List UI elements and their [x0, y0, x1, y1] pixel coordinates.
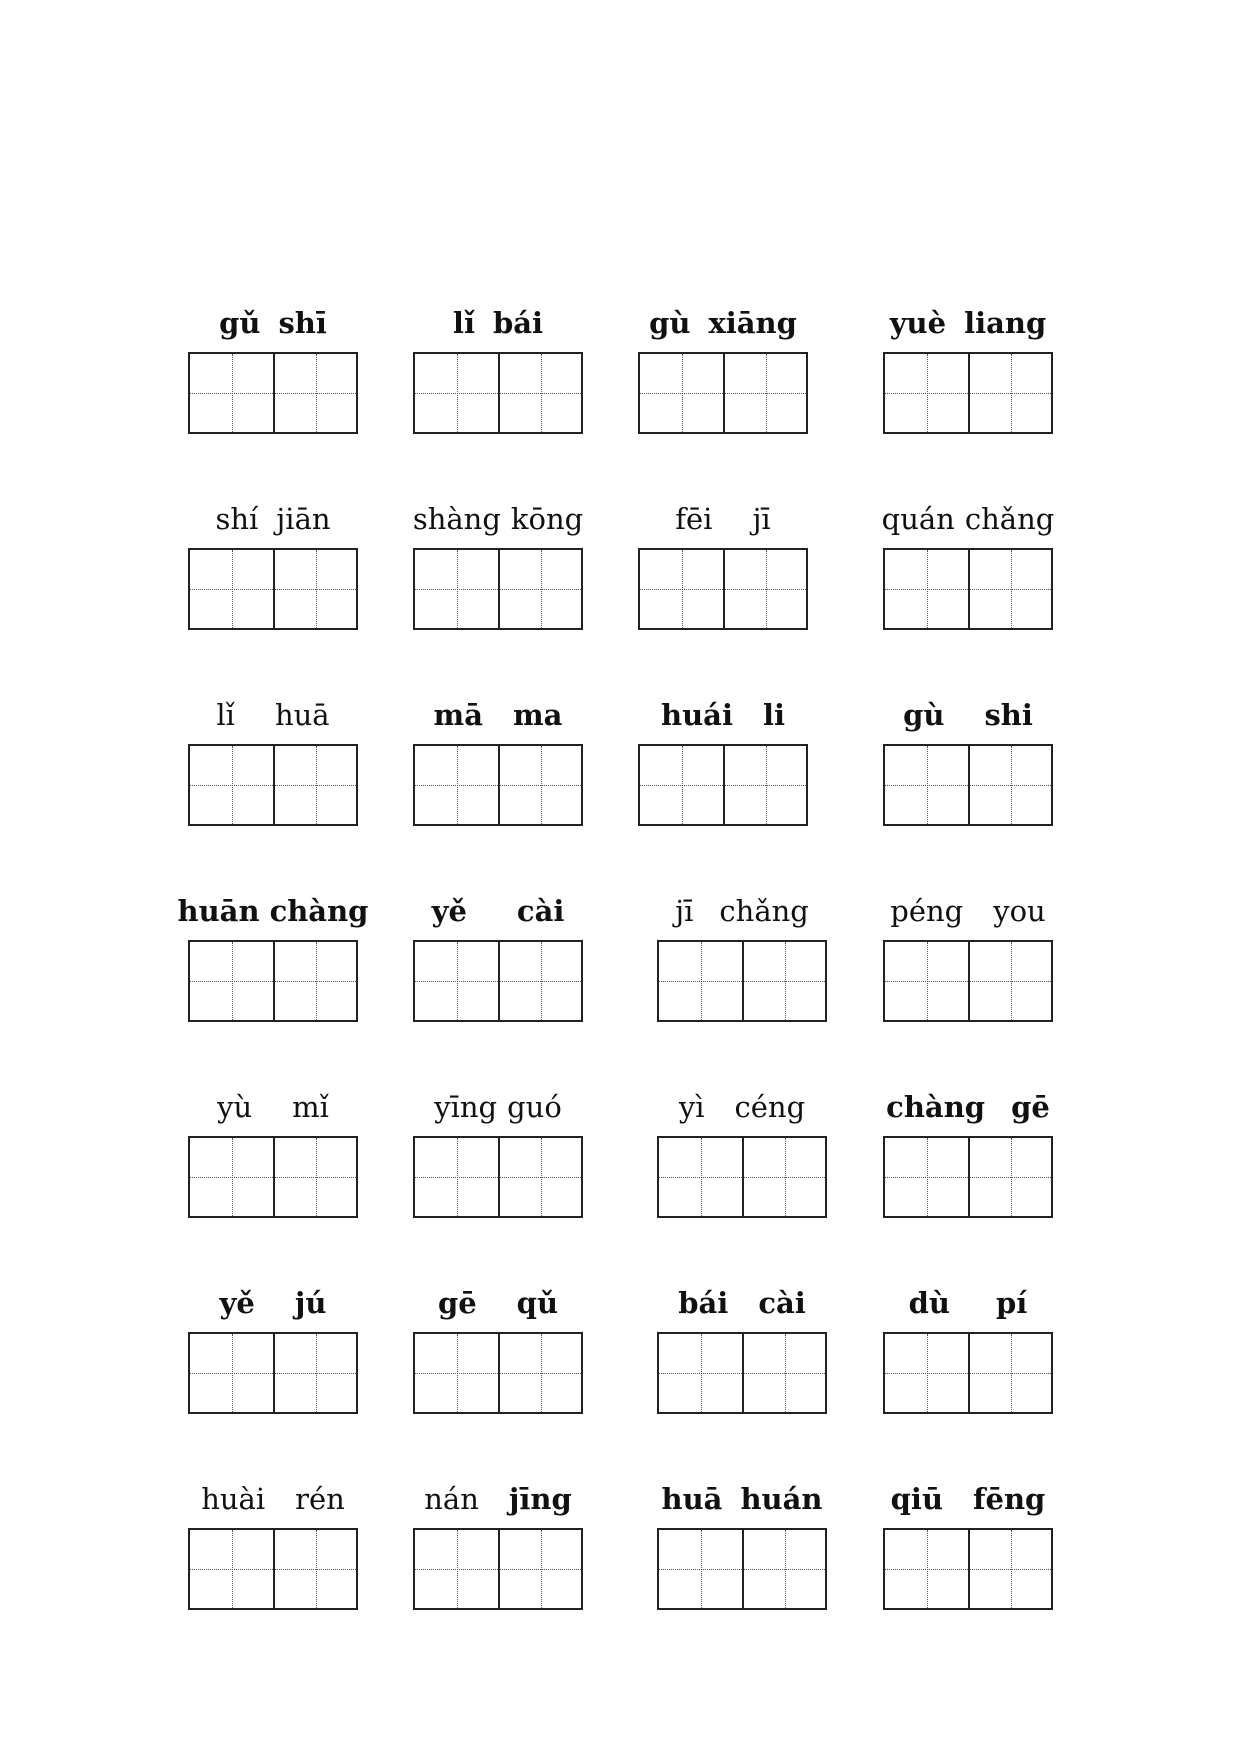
character-cell	[659, 942, 742, 1020]
worksheet-row	[0, 1076, 1241, 1266]
character-cell	[659, 1530, 742, 1608]
word-item	[883, 1076, 1053, 1256]
word-item	[413, 488, 583, 668]
character-cell	[498, 1334, 581, 1412]
pinyin-syllable: huān	[177, 894, 260, 928]
writing-grid	[657, 940, 827, 1022]
pinyin-label	[393, 880, 603, 926]
writing-grid	[188, 1136, 358, 1218]
character-cell	[415, 746, 498, 824]
character-cell	[968, 1334, 1051, 1412]
pinyin-syllable: shī	[278, 306, 327, 340]
character-cell	[273, 550, 356, 628]
character-cell	[273, 942, 356, 1020]
word-item	[883, 488, 1053, 668]
character-cell	[742, 1138, 825, 1216]
pinyin-label	[168, 1272, 378, 1318]
pinyin-syllable: huán	[740, 1482, 823, 1516]
pinyin-label	[863, 1076, 1073, 1122]
pinyin-label	[168, 880, 378, 926]
word-item	[177, 880, 369, 1060]
writing-grid	[638, 548, 808, 630]
pinyin-syllable: rén	[295, 1482, 345, 1516]
writing-grid	[413, 1528, 583, 1610]
worksheet-row	[0, 1468, 1241, 1658]
pinyin-syllable: jī	[752, 502, 771, 536]
character-cell	[723, 354, 806, 432]
pinyin-label	[393, 1076, 603, 1122]
word-item	[413, 1076, 583, 1256]
character-cell	[885, 1530, 968, 1608]
character-cell	[968, 354, 1051, 432]
pinyin-syllable: huài	[201, 1482, 266, 1516]
writing-grid	[638, 352, 808, 434]
character-cell	[968, 746, 1051, 824]
pinyin-syllable: liang	[964, 306, 1047, 340]
worksheet-row	[0, 1272, 1241, 1462]
pinyin-syllable: fēng	[973, 1482, 1046, 1516]
worksheet-row	[0, 488, 1241, 678]
pinyin-syllable: lǐ	[452, 306, 475, 340]
pinyin-syllable: yě	[219, 1286, 255, 1320]
word-item	[883, 1468, 1053, 1648]
pinyin-syllable: bái	[678, 1286, 729, 1320]
character-cell	[415, 550, 498, 628]
word-item	[883, 1272, 1053, 1452]
word-item	[413, 1272, 583, 1452]
writing-grid	[883, 352, 1053, 434]
pinyin-syllable: huā	[661, 1482, 723, 1516]
word-item	[188, 1272, 358, 1452]
character-cell	[885, 354, 968, 432]
writing-grid	[657, 1528, 827, 1610]
word-item	[657, 880, 827, 1060]
character-cell	[885, 1138, 968, 1216]
character-cell	[273, 1530, 356, 1608]
character-cell	[885, 1334, 968, 1412]
pinyin-syllable: shí	[215, 502, 259, 536]
character-cell	[190, 1138, 273, 1216]
pinyin-label	[863, 1468, 1073, 1514]
character-cell	[190, 1334, 273, 1412]
pinyin-syllable: céng	[734, 1090, 806, 1124]
character-cell	[742, 942, 825, 1020]
pinyin-syllable: fēi	[675, 502, 713, 536]
pinyin-syllable: yīng	[434, 1090, 498, 1124]
pinyin-label	[637, 1076, 847, 1122]
pinyin-syllable: chǎng	[719, 894, 809, 928]
pinyin-syllable: jī	[675, 894, 694, 928]
pinyin-syllable: gē	[437, 1286, 477, 1320]
word-item	[657, 1468, 827, 1648]
writing-grid	[883, 940, 1053, 1022]
pinyin-label	[393, 1272, 603, 1318]
word-item	[188, 684, 358, 864]
word-item	[413, 1468, 583, 1648]
writing-grid	[413, 352, 583, 434]
character-cell	[968, 550, 1051, 628]
pinyin-label	[168, 684, 378, 730]
pinyin-syllable: quán	[881, 502, 955, 536]
writing-grid	[883, 1528, 1053, 1610]
pinyin-label	[168, 488, 378, 534]
character-cell	[742, 1334, 825, 1412]
character-cell	[273, 354, 356, 432]
worksheet-row	[0, 880, 1241, 1070]
pinyin-syllable: bái	[492, 306, 544, 340]
pinyin-label	[393, 292, 603, 338]
writing-grid	[883, 744, 1053, 826]
pinyin-syllable: huái	[660, 698, 733, 732]
character-cell	[498, 942, 581, 1020]
word-item	[413, 292, 583, 472]
pinyin-syllable: kōng	[510, 502, 584, 536]
worksheet-row	[0, 292, 1241, 482]
pinyin-label	[863, 880, 1073, 926]
pinyin-syllable: mǐ	[292, 1090, 329, 1124]
pinyin-syllable: gǔ	[219, 306, 261, 340]
writing-grid	[413, 1136, 583, 1218]
pinyin-syllable: qiū	[890, 1482, 944, 1516]
character-cell	[190, 746, 273, 824]
word-item	[883, 880, 1053, 1060]
pinyin-syllable: guó	[507, 1090, 562, 1124]
character-cell	[968, 1530, 1051, 1608]
pinyin-label	[863, 488, 1073, 534]
pinyin-syllable: lǐ	[216, 698, 235, 732]
pinyin-syllable: cài	[758, 1286, 806, 1320]
pinyin-label	[168, 292, 378, 338]
pinyin-label	[637, 1468, 847, 1514]
character-cell	[498, 550, 581, 628]
writing-grid	[657, 1332, 827, 1414]
word-item	[657, 1076, 827, 1256]
character-cell	[640, 746, 723, 824]
pinyin-syllable: mā	[433, 698, 483, 732]
writing-grid	[638, 744, 808, 826]
character-cell	[190, 942, 273, 1020]
character-cell	[659, 1334, 742, 1412]
character-cell	[885, 550, 968, 628]
character-cell	[659, 1138, 742, 1216]
pinyin-syllable: gù	[903, 698, 945, 732]
pinyin-syllable: jīng	[508, 1482, 572, 1516]
word-item	[188, 488, 358, 668]
writing-grid	[188, 548, 358, 630]
writing-grid	[657, 1136, 827, 1218]
pinyin-syllable: qǔ	[516, 1286, 559, 1320]
word-item	[188, 1468, 358, 1648]
writing-grid	[188, 1332, 358, 1414]
pinyin-syllable: huā	[274, 698, 330, 732]
pinyin-syllable: chàng	[886, 1090, 986, 1124]
character-cell	[190, 354, 273, 432]
character-cell	[498, 746, 581, 824]
pinyin-label	[618, 488, 828, 534]
character-cell	[640, 550, 723, 628]
pinyin-syllable: gē	[1011, 1090, 1050, 1124]
pinyin-label	[393, 1468, 603, 1514]
pinyin-syllable: nán	[424, 1482, 479, 1516]
writing-grid	[413, 548, 583, 630]
pinyin-syllable: yù	[217, 1090, 253, 1124]
character-cell	[498, 354, 581, 432]
pinyin-syllable: gù	[649, 306, 691, 340]
character-cell	[190, 1530, 273, 1608]
pinyin-syllable: péng	[890, 894, 964, 928]
writing-grid	[413, 1332, 583, 1414]
character-cell	[498, 1138, 581, 1216]
pinyin-syllable: xiāng	[708, 306, 797, 340]
pinyin-syllable: li	[762, 698, 786, 732]
character-cell	[742, 1530, 825, 1608]
worksheet-row	[0, 684, 1241, 874]
pinyin-syllable: chǎng	[964, 502, 1055, 536]
character-cell	[723, 550, 806, 628]
character-cell	[190, 550, 273, 628]
pinyin-syllable: yuè	[889, 306, 947, 340]
pinyin-label	[618, 684, 828, 730]
pinyin-syllable: shàng	[412, 502, 501, 536]
pinyin-syllable: shi	[984, 698, 1033, 732]
pinyin-label	[863, 292, 1073, 338]
word-item	[883, 684, 1053, 864]
character-cell	[415, 354, 498, 432]
character-cell	[723, 746, 806, 824]
pinyin-syllable: chàng	[269, 894, 369, 928]
word-item	[413, 684, 583, 864]
writing-grid	[883, 548, 1053, 630]
character-cell	[498, 1530, 581, 1608]
character-cell	[885, 746, 968, 824]
character-cell	[415, 1334, 498, 1412]
word-item	[638, 488, 808, 668]
pinyin-syllable: ma	[513, 698, 563, 732]
writing-grid	[188, 352, 358, 434]
pinyin-label	[863, 684, 1073, 730]
character-cell	[968, 942, 1051, 1020]
pinyin-syllable: dù	[908, 1286, 951, 1320]
writing-grid	[188, 940, 358, 1022]
character-cell	[273, 1334, 356, 1412]
pinyin-label	[168, 1076, 378, 1122]
pinyin-syllable: cài	[516, 894, 565, 928]
pinyin-label	[393, 488, 603, 534]
writing-grid	[413, 744, 583, 826]
writing-grid	[188, 1528, 358, 1610]
pinyin-syllable: jú	[294, 1286, 327, 1320]
pinyin-label	[637, 1272, 847, 1318]
pinyin-label	[393, 684, 603, 730]
character-cell	[415, 1530, 498, 1608]
pinyin-syllable: jiān	[276, 502, 331, 536]
pinyin-syllable: yě	[431, 894, 467, 928]
pinyin-label	[637, 880, 847, 926]
character-cell	[273, 1138, 356, 1216]
character-cell	[885, 942, 968, 1020]
word-item	[188, 1076, 358, 1256]
writing-grid	[883, 1332, 1053, 1414]
character-cell	[640, 354, 723, 432]
pinyin-label	[618, 292, 828, 338]
character-cell	[273, 746, 356, 824]
pinyin-label	[863, 1272, 1073, 1318]
writing-grid	[188, 744, 358, 826]
writing-grid	[413, 940, 583, 1022]
word-item	[188, 292, 358, 472]
pinyin-syllable: yì	[678, 1090, 705, 1124]
writing-grid	[883, 1136, 1053, 1218]
word-item	[413, 880, 583, 1060]
pinyin-syllable: you	[993, 894, 1046, 928]
word-item	[883, 292, 1053, 472]
character-cell	[415, 942, 498, 1020]
word-item	[657, 1272, 827, 1452]
word-item	[638, 684, 808, 864]
pinyin-label	[168, 1468, 378, 1514]
character-cell	[968, 1138, 1051, 1216]
pinyin-syllable: pí	[996, 1286, 1028, 1320]
character-cell	[415, 1138, 498, 1216]
word-item	[638, 292, 808, 472]
